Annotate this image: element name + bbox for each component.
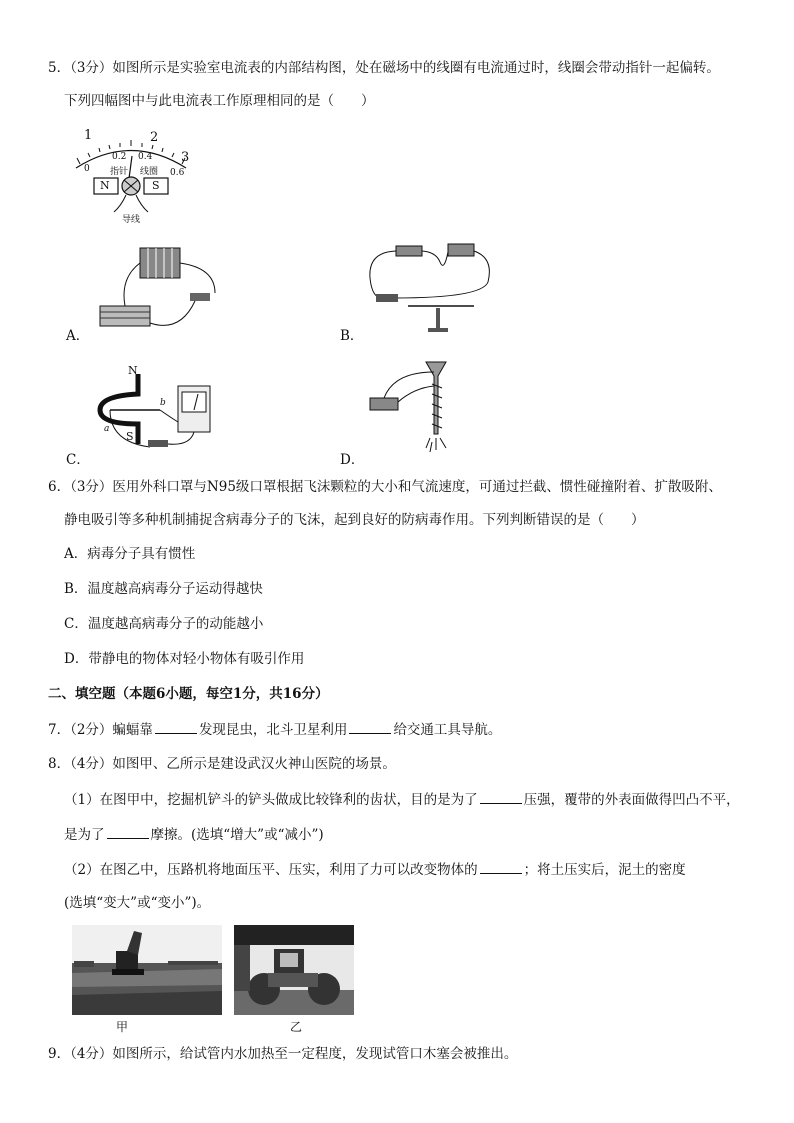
option-c-diagram (90, 362, 230, 458)
q7-part1: 7．（2分）蝙蝠靠 (48, 722, 153, 738)
ammeter-scale-1: 1 (84, 128, 93, 143)
q8-line3 (64, 824, 324, 845)
caption-yi: 乙 (290, 1020, 303, 1034)
q8-blank-2[interactable] (107, 824, 149, 839)
q8-line2-a: （1）在图甲中，挖掘机铲斗的铲头做成比较锋利的齿状，目的是为了 (64, 792, 478, 808)
q7-text (48, 719, 501, 740)
option-d-label: D． (340, 452, 365, 468)
q8-blank-3[interactable] (480, 859, 522, 874)
ammeter-pole-n: N (100, 179, 110, 192)
option-c-pole-n: N (128, 364, 138, 377)
q7-part2: 发现昆虫，北斗卫星利用 (198, 722, 348, 738)
ammeter-scale-3: 3 (181, 150, 190, 165)
option-d-figure (364, 358, 464, 458)
q7-blank-2[interactable] (349, 719, 391, 734)
q8-blank-1[interactable] (480, 789, 522, 804)
q5-line1: 5．（3分）如图所示是实验室电流表的内部结构图，处在磁场中的线圈有电流通过时，线圈会带动指针一起偏转。 (48, 60, 720, 76)
excavator-image (72, 925, 222, 1015)
option-c-label-b: b (160, 398, 166, 408)
q9-line1: 9．（4分）如图所示，给试管内水加热至一定程度，发现试管口木塞会被推出。 (48, 1046, 518, 1062)
option-c-label-a: a (104, 424, 110, 434)
caption-jia: 甲 (116, 1020, 129, 1034)
q8-line1: 8．（4分）如图甲、乙所示是建设武汉火神山医院的场景。 (48, 756, 396, 772)
option-c-pole-s: S (126, 430, 134, 443)
ammeter-scale-2: 2 (150, 130, 159, 145)
photo-excavator (72, 925, 222, 1015)
q8-line2 (64, 789, 740, 810)
q6-line2: 静电吸引等多种机制捕捉含病毒分子的飞沫，起到良好的防病毒作用。下列判断错误的是（ ） (64, 512, 645, 528)
option-c-label: C． (66, 452, 90, 468)
q8-line4-a: （2）在图乙中，压路机将地面压平、压实，利用了力可以改变物体的 (64, 862, 478, 878)
q8-line4-b: ；将土压实后，泥土的密度 (523, 862, 686, 878)
q8-line2-b: 压强，覆带的外表面做得凹凸不平， (523, 792, 740, 808)
q8-line5: (选填“变大”或“变小”)。 (64, 895, 211, 911)
q8-line3-a: 是为了 (64, 827, 105, 843)
q8-line4 (64, 859, 686, 880)
photo-road-roller (234, 925, 354, 1015)
q6-option-c: C．温度越高病毒分子的动能越小 (64, 616, 264, 632)
section-2-title: 二、填空题（本题6小题，每空1分，共16分） (48, 686, 329, 702)
q6-option-b: B．温度越高病毒分子运动得越快 (64, 581, 263, 597)
option-d-diagram (364, 358, 464, 458)
ammeter-scale-0: 0 (84, 164, 90, 174)
option-b-label: B． (340, 328, 364, 344)
ammeter-label-coil: 线圈 (140, 167, 159, 177)
q8-line3-b: 摩擦。(选填“增大”或“减小”) (150, 827, 324, 843)
q7-part3: 给交通工具导航。 (393, 722, 502, 738)
ammeter-label-pointer: 指针 (110, 167, 129, 177)
ammeter-figure (66, 128, 196, 228)
q6-line1: 6．（3分）医用外科口罩与N95级口罩根据飞沫颗粒的大小和气流速度，可通过拦截、惯性碰撞附着、扩散吸附、 (48, 479, 722, 495)
ammeter-pole-s: S (152, 179, 160, 192)
option-b-diagram (364, 238, 494, 338)
option-c-figure (90, 362, 230, 458)
option-a-figure (90, 238, 230, 338)
option-a-label: A． (66, 328, 90, 344)
q6-option-a: A．病毒分子具有惯性 (64, 546, 196, 562)
ammeter-scale-0.4: 0.4 (138, 152, 153, 162)
q5-line2: 下列四幅图中与此电流表工作原理相同的是（ ） (64, 93, 375, 109)
road-roller-image (234, 925, 354, 1015)
q6-option-d: D．带静电的物体对轻小物体有吸引作用 (64, 651, 305, 667)
q7-blank-1[interactable] (155, 719, 197, 734)
option-a-diagram (90, 238, 230, 338)
option-b-figure (364, 238, 494, 338)
ammeter-label-wire: 导线 (122, 215, 141, 225)
ammeter-scale-0.2: 0.2 (112, 152, 127, 162)
ammeter-scale-0.6: 0.6 (170, 168, 185, 178)
